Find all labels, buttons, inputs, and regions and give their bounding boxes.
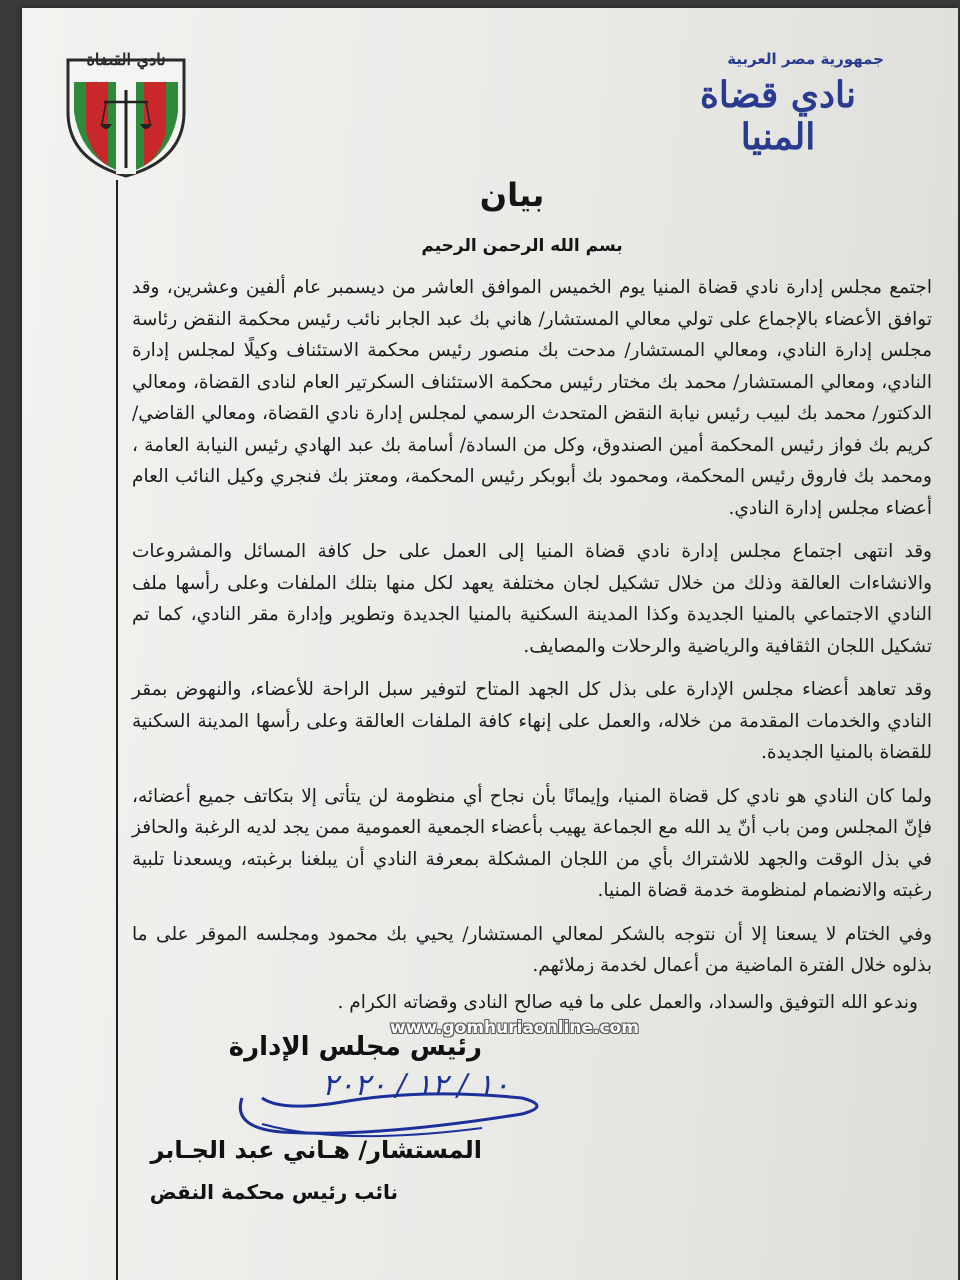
- closing-line: وندعو الله التوفيق والسداد، والعمل على ما فيه صالح النادى وقضاته الكرام .: [337, 992, 918, 1013]
- paragraph: وقد انتهى اجتماع مجلس إدارة نادي قضاة المنيا إلى العمل على حل كافة المسائل والمشروعات والانشاءات العالقة وذلك من خلال تشكيل لجان مختلفة يعهد لكل منها بتلك الملفات وعلى رأسها ملف النادي الاجتماعي بالمنيا الجديدة وكذا المدينة السكنية بالمنيا الجديدة وتطوير وإدارة مقر النادي، كما تم تشكيل اللجان الثقافية والرياضية والرحلات والمصايف.: [132, 541, 932, 657]
- paragraph: اجتمع مجلس إدارة نادي قضاة المنيا يوم الخميس الموافق العاشر من ديسمبر عام ألفين وعشرين، وقد توافق الأعضاء بالإجماع على تولي معالي المستشار/ هاني بك عبد الجابر نائب رئيس محكمة النقض رئاسة مجلس إدارة النادي، ومعالي المستشار/ مدحت بك منصور رئيس محكمة الاستئناف وكيلًا لمجلس إدارة النادي، ومعالي المستشار/ محمد بك مختار رئيس محكمة الاستئناف السكرتير العام لنادى القضاة، ومعالي الدكتور/ محمد بك لبيب رئيس نيابة النقض المتحدث الرسمي لمجلس إدارة نادي القضاة، ومعالي القاضي/ كريم بك فواز رئيس المحكمة أمين الصندوق، وكل من السادة/ أسامة بك عبد الهادي رئيس النيابة العامة ، ومحمد بك فاروق رئيس المحكمة، ومحمود بك أبوبكر رئيس المحكمة، ومعتز بك فنجري وكيل النائب العام أعضاء مجلس إدارة النادي.: [132, 277, 932, 519]
- site-watermark: www.gomhuriaonline.com: [390, 1018, 639, 1038]
- basmala: بسم الله الرحمن الرحيم: [421, 236, 623, 256]
- signer-name: المستشار/ هـاني عبد الجـابر: [150, 1136, 482, 1164]
- paragraph: ولما كان النادي هو نادي كل قضاة المنيا، وإيمانًا بأن نجاح أي منظومة لن يتأتى إلا بتكاتف جميع أعضائه، فإنّ المجلس ومن باب أنّ يد الله مع الجماعة يهيب بأعضاء الجمعية العمومية ممن يجد لديه الرغبة والحافز في بذل الوقت والجهد للاشتراك بأي من اللجان المشكلة بمعرفة النادي أن يبلغنا برغبته، ويسعدنا تلبية رغبته والانضمام لمنظومة خدمة قضاة المنيا.: [132, 785, 932, 901]
- club-name: نادي قضاة المنيا: [700, 74, 856, 158]
- document-page: [22, 8, 958, 1280]
- signer-role: نائب رئيس محكمة النقض: [149, 1180, 398, 1204]
- seal-lettering: نادي القضاة: [86, 50, 166, 69]
- country-name: جمهورية مصر العربية: [727, 50, 884, 68]
- document-title: بيان: [479, 176, 545, 214]
- paragraph: وفي الختام لا يسعنا إلا أن نتوجه بالشكر لمعالي المستشار/ يحيي بك محمود ومجلسه الموقر على ما بذلوه خلال الفترة الماضية من أعمال لخدمة زملائهم.: [132, 923, 932, 976]
- margin-line: [116, 180, 118, 1280]
- handwritten-date: ١٠ / ١٢ / ٢٠٢٠: [322, 1068, 510, 1103]
- statement-body: [132, 272, 932, 994]
- signature-title: رئيس مجلس الإدارة: [228, 1032, 482, 1062]
- club-seal-icon: [56, 42, 196, 182]
- paragraph: وقد تعاهد أعضاء مجلس الإدارة على بذل كل الجهد المتاح لتوفير سبل الراحة للأعضاء، والنهوض بمقر النادي والخدمات المقدمة من خلاله، والعمل على إنهاء كافة الملفات العالقة وعلى رأسها المدينة السكنية للقضاة بالمنيا الجديدة.: [132, 679, 932, 763]
- letterhead: [658, 50, 898, 158]
